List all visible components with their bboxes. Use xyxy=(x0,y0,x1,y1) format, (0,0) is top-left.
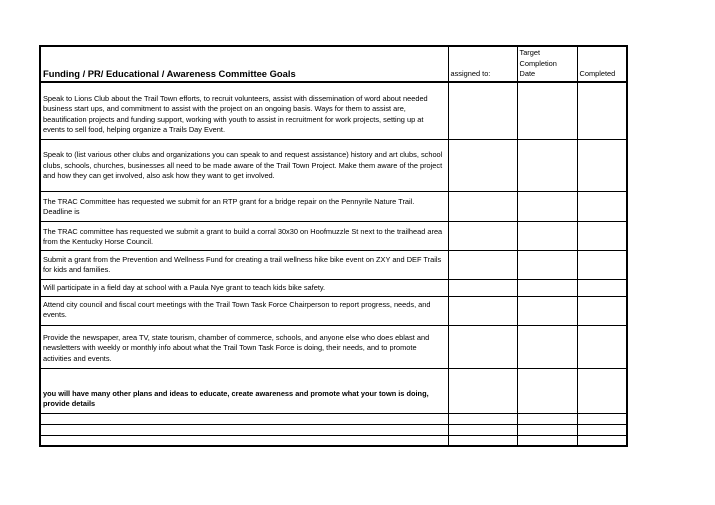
assigned-to-cell[interactable] xyxy=(448,191,517,221)
goal-text xyxy=(40,368,448,413)
completed-cell[interactable] xyxy=(577,413,627,424)
target-date-cell[interactable] xyxy=(517,325,577,368)
completed-header: Completed xyxy=(577,46,627,82)
target-date-cell[interactable] xyxy=(517,368,577,413)
completed-cell[interactable] xyxy=(577,296,627,325)
completed-cell[interactable] xyxy=(577,435,627,446)
goal-text[interactable] xyxy=(40,413,448,424)
goals-table xyxy=(39,45,628,447)
goal-row xyxy=(40,325,627,368)
target-date-cell[interactable] xyxy=(517,250,577,279)
assigned-to-cell[interactable] xyxy=(448,435,517,446)
assigned-to-cell[interactable] xyxy=(448,139,517,191)
goal-text xyxy=(40,279,448,296)
goal-text[interactable] xyxy=(40,435,448,446)
assigned-to-cell[interactable] xyxy=(448,221,517,250)
goal-row xyxy=(40,221,627,250)
goal-text xyxy=(40,250,448,279)
goal-text[interactable] xyxy=(40,424,448,435)
target-date-cell[interactable] xyxy=(517,82,577,139)
completed-cell[interactable] xyxy=(577,139,627,191)
target-date-cell[interactable] xyxy=(517,221,577,250)
completed-cell[interactable] xyxy=(577,191,627,221)
completed-cell[interactable] xyxy=(577,325,627,368)
target-date-cell[interactable] xyxy=(517,435,577,446)
goal-row xyxy=(40,82,627,139)
completed-cell[interactable] xyxy=(577,279,627,296)
goal-row xyxy=(40,279,627,296)
goal-description: Provide the newspaper, area TV, state tourism, chamber of commerce, schools, and anyone else who does eblast and newsletters with weekly or monthly info about what the Trail Town Task Force is doing, their needs, and to promote activities and events. xyxy=(43,332,430,363)
goal-description: you will have many other plans and ideas to educate, create awareness and promote what your town is doing, provide details xyxy=(43,388,429,409)
assigned-to-cell[interactable] xyxy=(448,424,517,435)
target-date-cell[interactable] xyxy=(517,279,577,296)
empty-row xyxy=(40,413,627,424)
assigned-to-cell[interactable] xyxy=(448,296,517,325)
goal-description: Submit a grant from the Prevention and Wellness Fund for creating a trail wellness hike bike event on ZXY and DEF Trails for kids and families. xyxy=(43,254,442,275)
completed-cell[interactable] xyxy=(577,221,627,250)
completed-cell[interactable] xyxy=(577,424,627,435)
assigned-to-cell[interactable] xyxy=(448,82,517,139)
completed-cell[interactable] xyxy=(577,250,627,279)
goal-description: Will participate in a field day at school with a Paula Nye grant to teach kids bike safety. xyxy=(43,282,326,292)
completed-cell[interactable] xyxy=(577,368,627,413)
target-date-cell[interactable] xyxy=(517,413,577,424)
goal-row xyxy=(40,139,627,191)
goal-row xyxy=(40,296,627,325)
goal-description: The TRAC committee has requested we submit a grant to build a corral 30x30 on Hoofmuzzle St next to the trailhead area from the Kentucky Horse Council. xyxy=(43,226,443,247)
empty-row xyxy=(40,424,627,435)
table-title: Funding / PR/ Educational / Awareness Committee Goals xyxy=(40,46,448,82)
assigned-to-cell[interactable] xyxy=(448,368,517,413)
target-date-cell[interactable] xyxy=(517,424,577,435)
target-completion-date-header: Target Completion Date xyxy=(517,46,577,82)
goal-description: Speak to Lions Club about the Trail Town efforts, to recruit volunteers, assist with dissemination of word about needed business start ups, and commitment to assist with the project on an ongoing basis. Ways for them to assist are, beautification projects and funding support, working with youth to assist in recruitment for work projects, setting up at events to sell food, helping organize a Trails Day Event. xyxy=(43,93,428,135)
target-date-cell[interactable] xyxy=(517,296,577,325)
goal-description: Speak to (list various other clubs and organizations you can speak to and request assistance) history and art clubs, school clubs, schools, churches, businesses all need to be made aware of the Trail Town Project. Make them aware of the project and how they can get involved, also ask how they want to get involved. xyxy=(43,150,443,181)
assigned-to-header: assigned to: xyxy=(448,46,517,82)
goal-text xyxy=(40,191,448,221)
header-row xyxy=(40,46,627,82)
goal-text xyxy=(40,221,448,250)
empty-row xyxy=(40,435,627,446)
goal-text xyxy=(40,82,448,139)
assigned-to-cell[interactable] xyxy=(448,413,517,424)
goal-text xyxy=(40,325,448,368)
goal-row xyxy=(40,191,627,221)
target-date-cell[interactable] xyxy=(517,191,577,221)
goal-row xyxy=(40,250,627,279)
goal-description: The TRAC Committee has requested we submit for an RTP grant for a bridge repair on the Pennyrile Nature Trail. Deadline is xyxy=(43,196,415,217)
goal-row xyxy=(40,368,627,413)
assigned-to-cell[interactable] xyxy=(448,325,517,368)
goal-text xyxy=(40,296,448,325)
assigned-to-cell[interactable] xyxy=(448,279,517,296)
target-date-cell[interactable] xyxy=(517,139,577,191)
completed-cell[interactable] xyxy=(577,82,627,139)
goal-description: Attend city council and fiscal court meetings with the Trail Town Task Force Chairperson to report progress, needs, and events. xyxy=(43,299,431,320)
goal-text xyxy=(40,139,448,191)
assigned-to-cell[interactable] xyxy=(448,250,517,279)
